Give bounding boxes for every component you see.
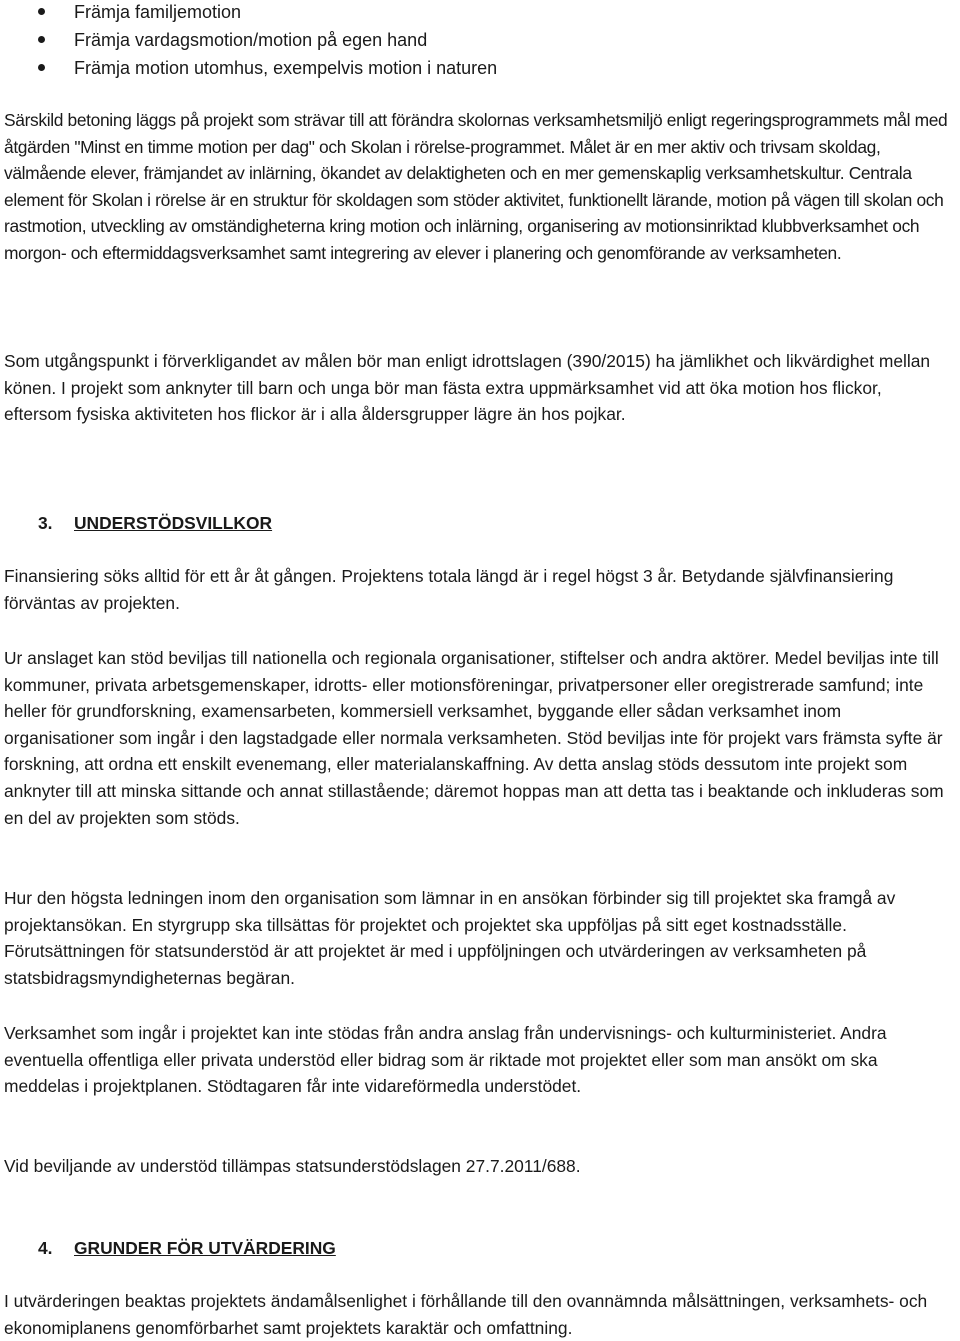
paragraph-equality: Som utgångspunkt i förverkligandet av målen bör man enligt idrottslagen (390/2015) ha jämlikhet och likvärdighet mellan könen. I projekt som anknyter till barn och unga bör man fästa extra uppmärksamhet vid att öka motion hos flickor, eftersom fysiska aktiviteten hos flickor är i alla åldersgrupper lägre än hos pojkar. xyxy=(4,351,931,425)
bullet-icon xyxy=(38,36,45,43)
paragraph-school-in-motion: Särskild betoning läggs på projekt som strävar till att förändra skolornas verksamhetsmiljö enligt regeringsprogrammets mål med åtgärden "Minst en timme motion per dag" och Skolan i rörelse-programmet. Målet är en mer aktiv och trivsam skoldag, välmående elever, främjandet av inlärning, ökandet av delaktigheten och en mer gemenskaplig verksamhetskultur. Centrala element för Skolan i rörelse är en struktur för skoldagen som stöder aktivitet, funktionellt lärande, motion på vägen till skolan och rastmotion, utveckling av omständigheterna kring motion och inlärning, organisering av motionsinriktad klubbverksamhet och morgon- och eftermiddagsverksamhet samt integrering av elever i planering och genomförande av verksamheten. xyxy=(4,110,948,263)
paragraph-law-reference: Vid beviljande av understöd tillämpas statsunderstödslagen 27.7.2011/688. xyxy=(4,1156,581,1176)
paragraph-evaluation: I utvärderingen beaktas projektets ändamålsenlighet i förhållande till den ovannämnda målsättningen, verksamhets- och ekonomiplanens genomförbarhet samt projektets karaktär och omfattning. xyxy=(4,1291,928,1338)
section-heading-evaluation: 4. GRUNDER FÖR UTVÄRDERING xyxy=(38,1238,336,1258)
bullet-list xyxy=(0,0,960,82)
list-item: Främja motion utomhus, exempelvis motion i naturen xyxy=(0,54,960,82)
list-item: Främja vardagsmotion/motion på egen hand xyxy=(0,26,960,54)
paragraph-other-funding: Verksamhet som ingår i projektet kan inte stödas från andra anslag från undervisnings- och kulturministeriet. Andra eventuella offentliga eller privata understöd eller bidrag som är riktade mot projektet eller som man ansökt om ska meddelas i projektplanen. Stödtagaren får inte vidareförmedla understödet. xyxy=(4,1023,887,1097)
list-item: Främja familjemotion xyxy=(0,0,960,26)
paragraph-financing: Finansiering söks alltid för ett år åt gången. Projektens totala längd är i regel högst 3 år. Betydande självfinansiering förväntas av projekten. xyxy=(4,566,894,613)
section-heading-conditions: 3. UNDERSTÖDSVILLKOR xyxy=(38,513,273,533)
bullet-icon xyxy=(38,8,45,15)
bullet-icon xyxy=(38,64,45,71)
paragraph-eligibility: Ur anslaget kan stöd beviljas till nationella och regionala organisationer, stiftelser och andra aktörer. Medel beviljas inte till kommuner, privata arbetsgemenskaper, idrotts- eller motionsföreningar, privatpersoner eller oregistrerade samfund; inte heller för grundforskning, examensarbeten, kommersiell verksamhet, byggande eller sådan verksamhet inom organisationer som ingår i den lagstadgade eller normala verksamheten. Stöd beviljas inte för projekt vars främsta syfte är forskning, att ordna ett enskilt evenemang, eller materialanskaffning. Av detta anslag stöds dessutom inte projekt som anknyter till att minska sittande och annat stillastående; däremot hoppas man att detta tas i beaktande och inkluderas som en del av projekten som stöds. xyxy=(4,648,944,828)
paragraph-management: Hur den högsta ledningen inom den organisation som lämnar in en ansökan förbinder sig till projektet ska framgå av projektansökan. En styrgrupp ska tillsättas för projektet och projektet ska uppföljas på sitt eget kostnadsställe. Förutsättningen för statsunderstöd är att projektet är med i uppföljningen och utvärderingen av verksamheten på statsbidragsmyndigheternas begäran. xyxy=(4,888,896,988)
